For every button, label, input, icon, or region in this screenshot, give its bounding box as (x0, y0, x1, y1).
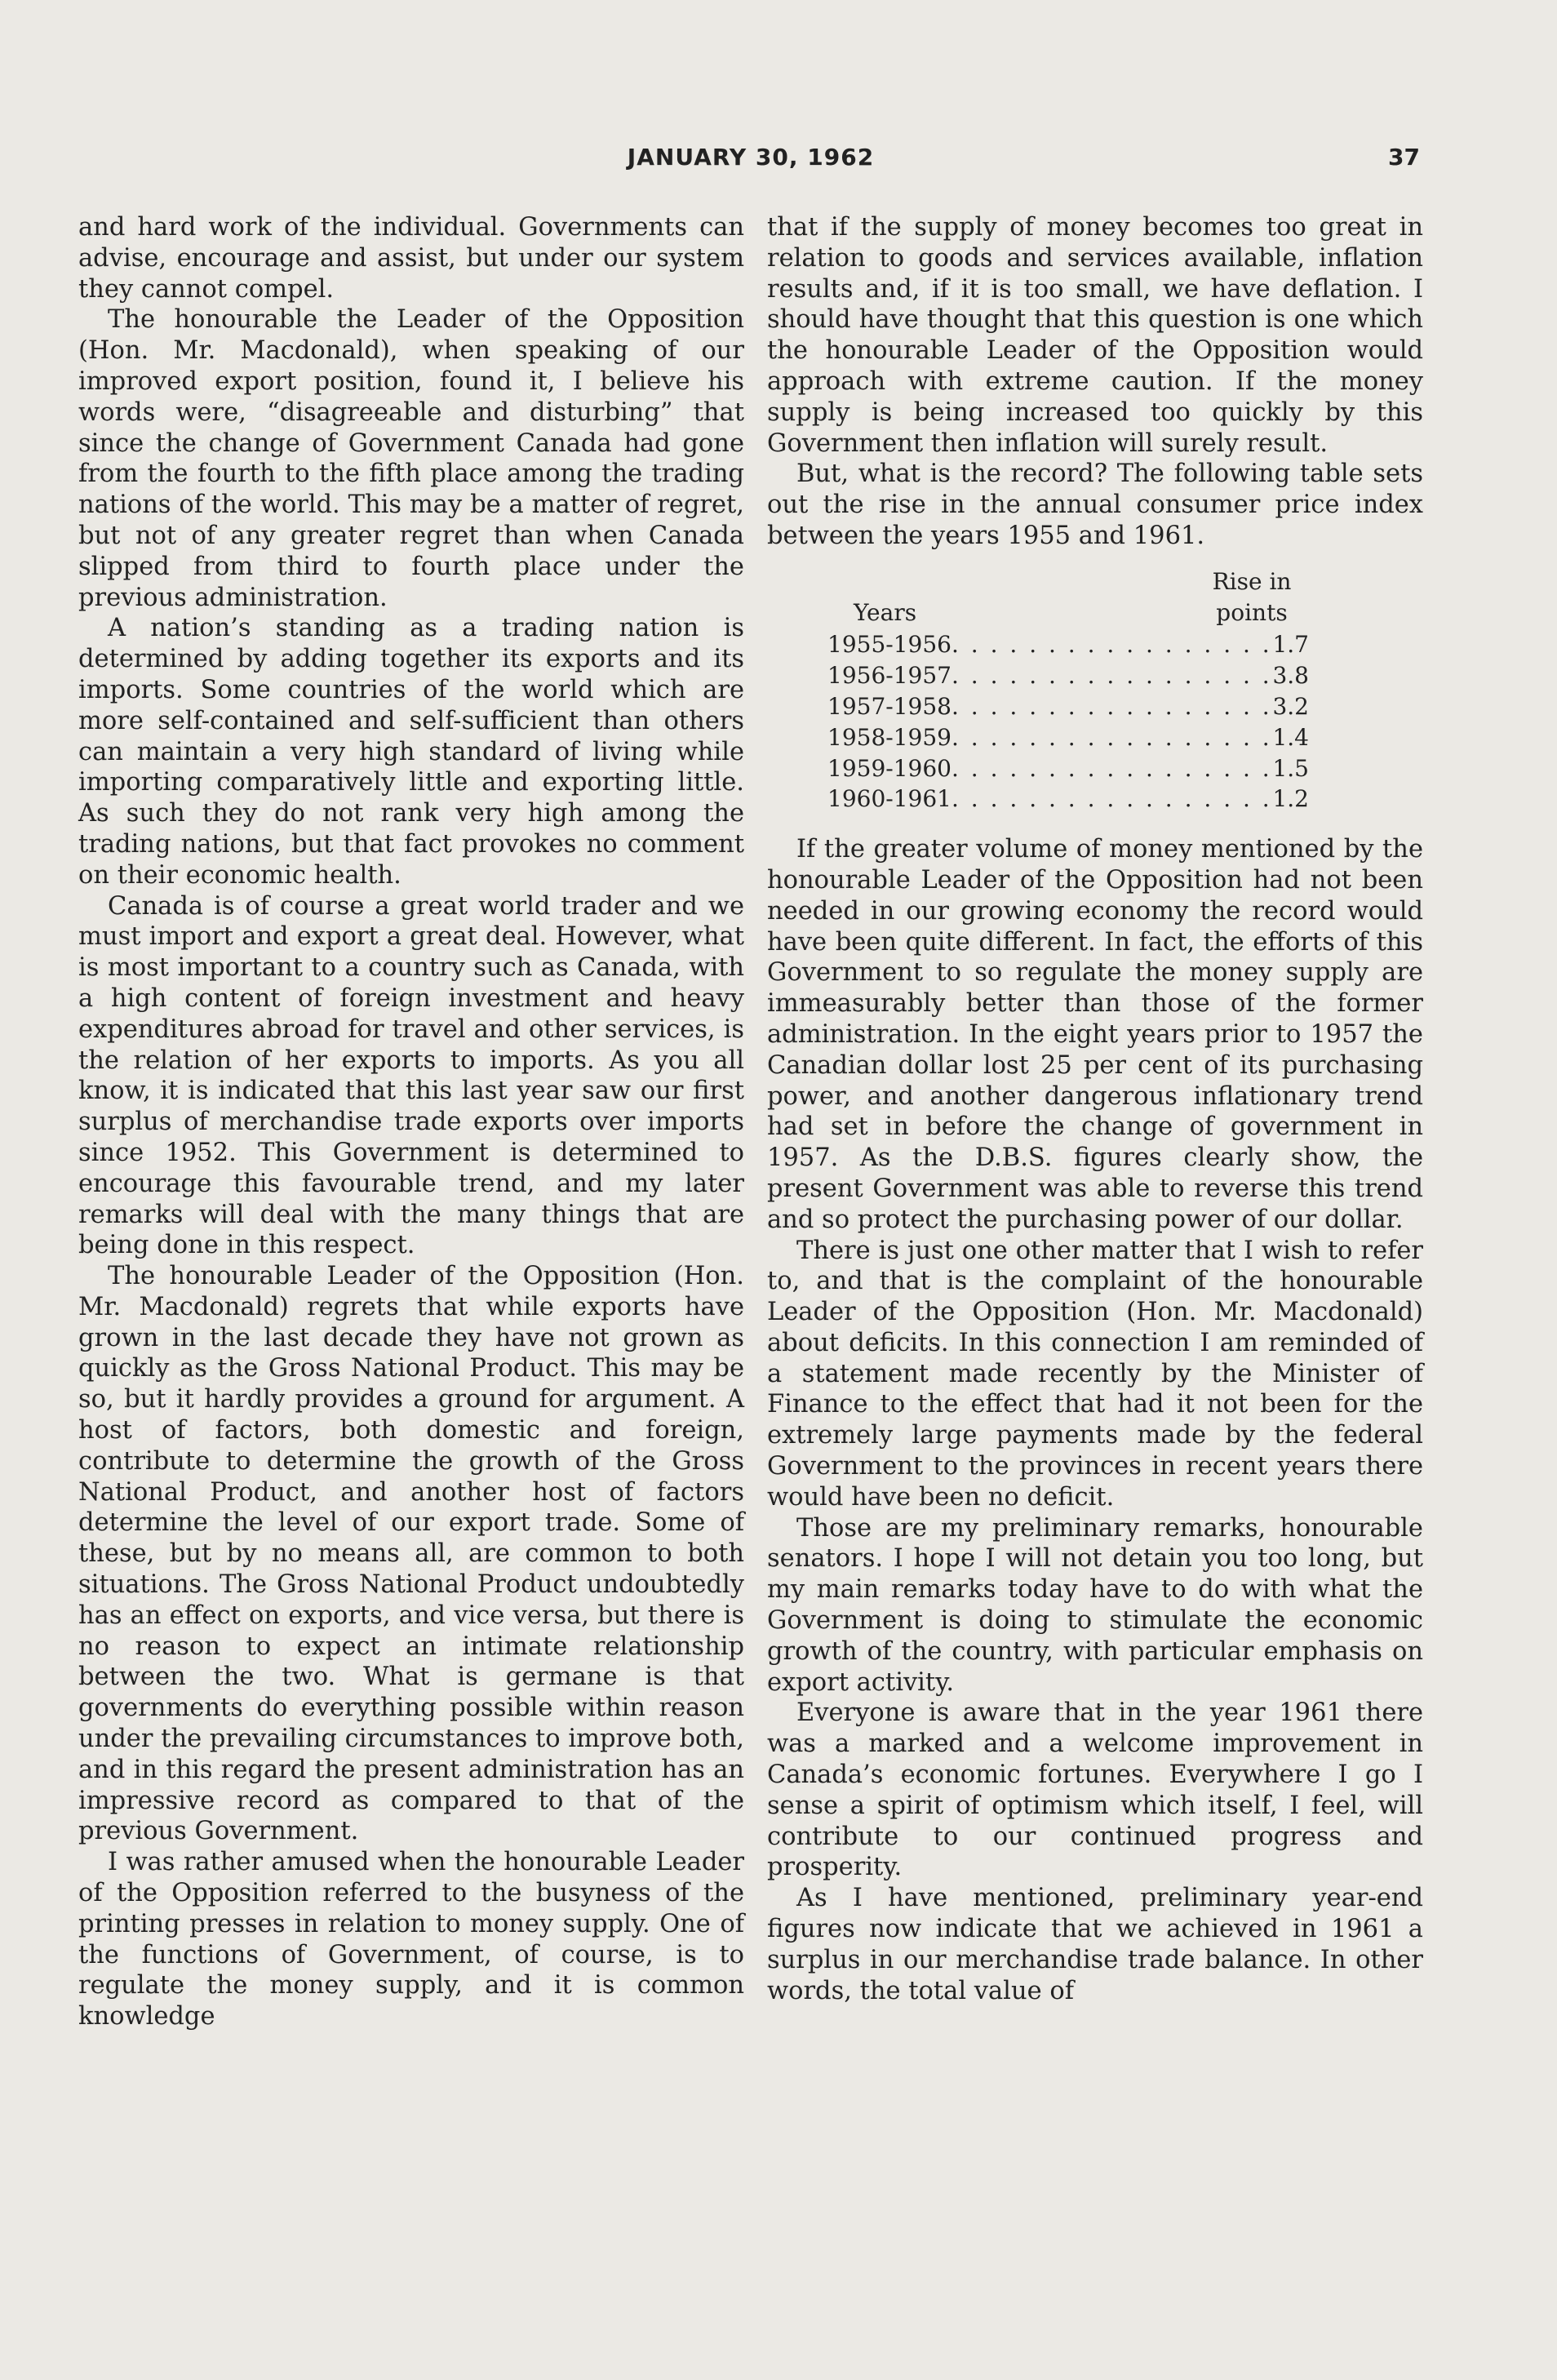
table-row (827, 691, 1309, 722)
table-cell-years: 1956-1957 (827, 662, 952, 690)
table-cell-years: 1957-1958 (827, 692, 952, 720)
paragraph: The honourable Leader of the Opposition (Hon. Mr. Macdonald) regrets that while exports have grown in the last decade they have not grown as quickly as the Gross National Product. This may be so, but it hardly provides a ground for argument. A host of factors, both domestic and foreign, contribute to determine the growth of the Gross National Product, and another host of factors determine the level of our export trade. Some of these, but by no means all, are common to both situations. The Gross National Product undoubtedly has an effect on exports, and vice versa, but there is no reason to expect an intimate relationship between the two. What is germane is that governments do everything possible within reason under the prevailing circumstances to improve both, and in this regard the present administration has an impressive record as compared to that of the previous Government. (78, 1262, 744, 1846)
leader-dots (952, 784, 1269, 815)
leader-dots (952, 753, 1269, 784)
paragraph: As I have mentioned, preliminary year-end figures now indicate that we achieved in 1961 a surplus in our merchandise trade balance. In other words, the total value of (767, 1884, 1423, 2005)
table-cell-points: 1.7 (1272, 631, 1309, 659)
column-header-rise-line1: Rise in (1212, 567, 1292, 595)
paragraph: and hard work of the individual. Governments can advise, encourage and assist, but under our system they cannot compel. (78, 213, 744, 304)
price-index-table (827, 566, 1309, 815)
table-header (827, 566, 1309, 628)
table-cell-points: 1.4 (1272, 723, 1309, 751)
table-cell-years: 1955-1956 (827, 631, 952, 659)
table-cell-years: 1959-1960 (827, 754, 952, 782)
table-cell-years: 1958-1959 (827, 723, 952, 751)
left-column (78, 212, 744, 2032)
table-cell-years: 1960-1961 (827, 785, 952, 813)
table-cell-points: 1.2 (1272, 785, 1309, 813)
table-row (827, 784, 1309, 815)
running-title: JANUARY 30, 1962 (627, 144, 875, 171)
page-number: 37 (1388, 144, 1420, 171)
column-header-rise-line2: points (1216, 598, 1288, 626)
paragraph: A nation’s standing as a trading nation is determined by adding together its exports and its imports. Some countries of the world which are more self-contained and self-sufficient than others can maintain a very high standard of living while importing comparatively little and exporting little. As such they do not rank very high among the trading nations, but that fact provokes no comment on their economic health. (78, 614, 744, 890)
column-header-years: Years (854, 598, 917, 626)
paragraph: Canada is of course a great world trader and we must import and export a great deal. However, what is most important to a country such as Canada, with a high content of foreign investment and heavy expenditures abroad for travel and other services, is the relation of her exports to imports. As you all know, it is indicated that this last year saw our first surplus of merchandise trade exports over imports since 1952. This Government is determined to encourage this favourable trend, and my later remarks will deal with the many things that are being done in this respect. (78, 891, 744, 1260)
paragraph: Those are my preliminary remarks, honourable senators. I hope I will not detain you too long, but my main remarks today have to do with what the Government is doing to stimulate the economic growth of the country, with particular emphasis on export activity. (767, 1513, 1423, 1697)
paragraph: But, what is the record? The following table sets out the rise in the annual consumer price index between the years 1955 and 1961. (767, 460, 1423, 550)
table-row (827, 660, 1309, 691)
leader-dots (952, 629, 1269, 660)
column-header-rise (1195, 566, 1309, 628)
table-row (827, 753, 1309, 784)
paragraph: I was rather amused when the honourable Leader of the Opposition referred to the busyness of the printing presses in relation to money supply. One of the functions of Government, of course, is to regulate the money supply, and it is common knowledge (78, 1848, 744, 2031)
leader-dots (952, 722, 1269, 753)
table-cell-points: 3.8 (1272, 662, 1309, 690)
leader-dots (952, 660, 1269, 691)
table-cell-points: 1.5 (1272, 754, 1309, 782)
table-row (827, 629, 1309, 660)
paragraph: Everyone is aware that in the year 1961 there was a marked and a welcome improvement in Canada’s economic fortunes. Everywhere I go I sense a spirit of optimism which itself, I feel, will contribute to our continued progress and prosperity. (767, 1698, 1423, 1882)
page-header (82, 144, 1420, 176)
right-column (767, 212, 1423, 2006)
leader-dots (952, 691, 1269, 722)
table-cell-points: 3.2 (1272, 692, 1309, 720)
table-row (827, 722, 1309, 753)
paragraph: If the greater volume of money mentioned by the honourable Leader of the Opposition had not been needed in our growing economy the record would have been quite different. In fact, the efforts of this Government to so regulate the money supply are immeasurably better than those of the former administration. In the eight years prior to 1957 the Canadian dollar lost 25 per cent of its purchasing power, and another dangerous inflationary trend had set in before the change of government in 1957. As the D.B.S. figures clearly show, the present Government was able to reverse this trend and so protect the purchasing power of our dollar. (767, 835, 1423, 1234)
paragraph: The honourable the Leader of the Opposition (Hon. Mr. Macdonald), when speaking of our improved export position, found it, I believe his words were, “disagreeable and disturbing” that since the change of Government Canada had gone from the fourth to the fifth place among the trading nations of the world. This may be a matter of regret, but not of any greater regret than when Canada slipped from third to fourth place under the previous administration. (78, 305, 744, 612)
paragraph: There is just one other matter that I wish to refer to, and that is the complaint of the honourable Leader of the Opposition (Hon. Mr. Macdonald) about deficits. In this connection I am reminded of a statement made recently by the Minister of Finance to the effect that had it not been for the extremely large payments made by the federal Government to the provinces in recent years there would have been no deficit. (767, 1236, 1423, 1512)
paragraph: that if the supply of money becomes too great in relation to goods and services available, inflation results and, if it is too small, we have deflation. I should have thought that this question is one which the honourable Leader of the Opposition would approach with extreme caution. If the money supply is being increased too quickly by this Government then inflation will surely result. (767, 213, 1423, 458)
